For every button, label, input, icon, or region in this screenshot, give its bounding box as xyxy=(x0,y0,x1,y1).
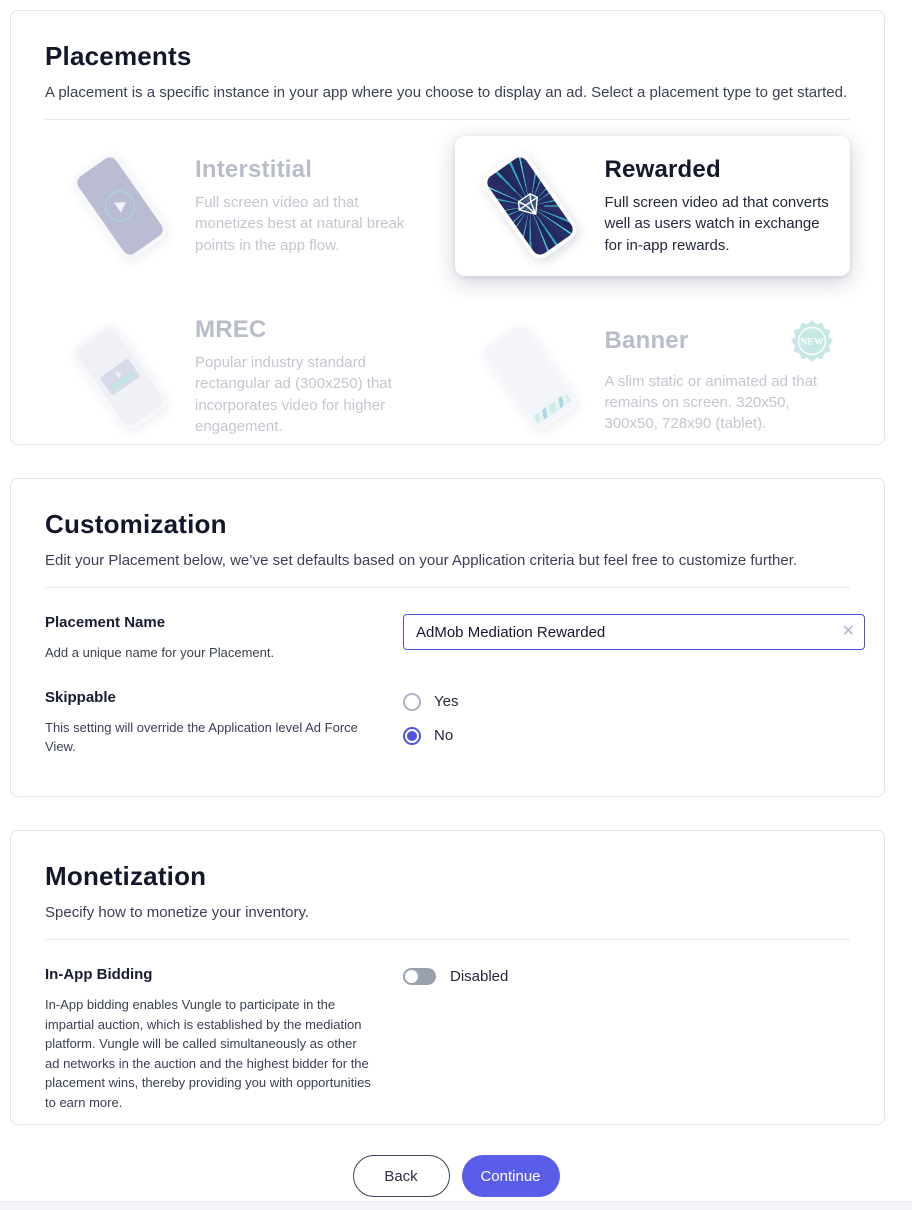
monetization-subtitle: Specify how to monetize your inventory. xyxy=(45,904,310,921)
rewarded-title: Rewarded xyxy=(604,156,721,184)
divider xyxy=(45,587,850,588)
radio-unchecked-icon[interactable] xyxy=(403,693,421,711)
skippable-yes-label: Yes xyxy=(434,693,459,710)
rewarded-description: Full screen video ad that converts well as users watch in exchange for in-app rewards. xyxy=(604,194,829,254)
customization-subtitle: Edit your Placement below, we’ve set defaults based on your Application criteria but feel free to customize further. xyxy=(45,552,798,569)
placement-name-input[interactable] xyxy=(403,614,865,650)
divider xyxy=(45,939,850,940)
in-app-bidding-help: In-App bidding enables Vungle to participate in the impartial auction, which is established by the mediation platform. Vungle will be called simultaneously as other ad networks in the auction and the highest bidder for the placement wins, thereby providing you with opportunities to earn more. xyxy=(45,997,371,1110)
toggle-thumb xyxy=(405,970,418,983)
monetization-section xyxy=(10,830,885,1125)
in-app-bidding-row xyxy=(45,966,850,1112)
banner-phone-illustration xyxy=(471,321,589,433)
placement-option-banner[interactable] xyxy=(455,302,851,451)
page-bottom-strip xyxy=(0,1201,912,1210)
new-badge xyxy=(790,319,834,363)
placements-title: Placements xyxy=(45,41,192,71)
customization-title: Customization xyxy=(45,509,227,539)
banner-description: A slim static or animated ad that remains on screen. 320x50, 300x50, 728x90 (tablet). xyxy=(604,372,818,433)
in-app-bidding-toggle[interactable] xyxy=(403,968,436,985)
monetization-title: Monetization xyxy=(45,861,207,891)
placement-option-rewarded[interactable] xyxy=(455,136,851,276)
clear-input-icon[interactable]: ✕ xyxy=(841,623,855,640)
in-app-bidding-state-label: Disabled xyxy=(450,968,509,985)
banner-title: Banner xyxy=(604,326,689,354)
placement-name-help: Add a unique name for your Placement. xyxy=(45,645,275,660)
in-app-bidding-label: In-App Bidding xyxy=(45,966,153,983)
placement-name-row xyxy=(45,614,855,663)
new-badge-text: NEW xyxy=(800,337,824,348)
skippable-option-no[interactable] xyxy=(403,727,850,745)
mrec-description: Popular industry standard rectangular ad (300x250) that incorporates video for higher engagement. xyxy=(195,354,392,435)
rewarded-phone-illustration xyxy=(471,150,589,262)
skippable-no-label: No xyxy=(434,727,454,744)
placement-name-label: Placement Name xyxy=(45,614,166,631)
interstitial-description: Full screen video ad that monetizes best at natural break points in the app flow. xyxy=(195,194,405,254)
radio-checked-icon[interactable] xyxy=(403,727,421,745)
skippable-help: This setting will override the Application level Ad Force View. xyxy=(45,719,358,754)
mrec-title: MREC xyxy=(195,316,267,343)
interstitial-phone-illustration xyxy=(61,150,179,262)
play-icon xyxy=(99,185,141,227)
skippable-label: Skippable xyxy=(45,688,116,706)
placement-options-grid xyxy=(45,136,850,451)
interstitial-title: Interstitial xyxy=(195,156,313,184)
skippable-row xyxy=(45,689,850,757)
continue-button[interactable]: Continue xyxy=(462,1155,560,1197)
diamond-icon xyxy=(512,189,547,224)
placement-option-mrec[interactable] xyxy=(45,302,441,451)
footer-actions xyxy=(0,1155,912,1197)
banner-ad-strip xyxy=(533,393,571,423)
back-button[interactable]: Back xyxy=(353,1155,450,1197)
divider xyxy=(45,119,850,120)
customization-section xyxy=(10,478,885,797)
mrec-ad-thumbnail xyxy=(100,358,140,396)
mrec-phone-illustration xyxy=(61,321,179,433)
placement-option-interstitial[interactable] xyxy=(45,136,441,276)
placements-subtitle: A placement is a specific instance in your app where you choose to display an ad. Select a placement type to get started. xyxy=(45,84,848,101)
skippable-option-yes[interactable] xyxy=(403,693,850,711)
placements-section xyxy=(10,10,885,445)
